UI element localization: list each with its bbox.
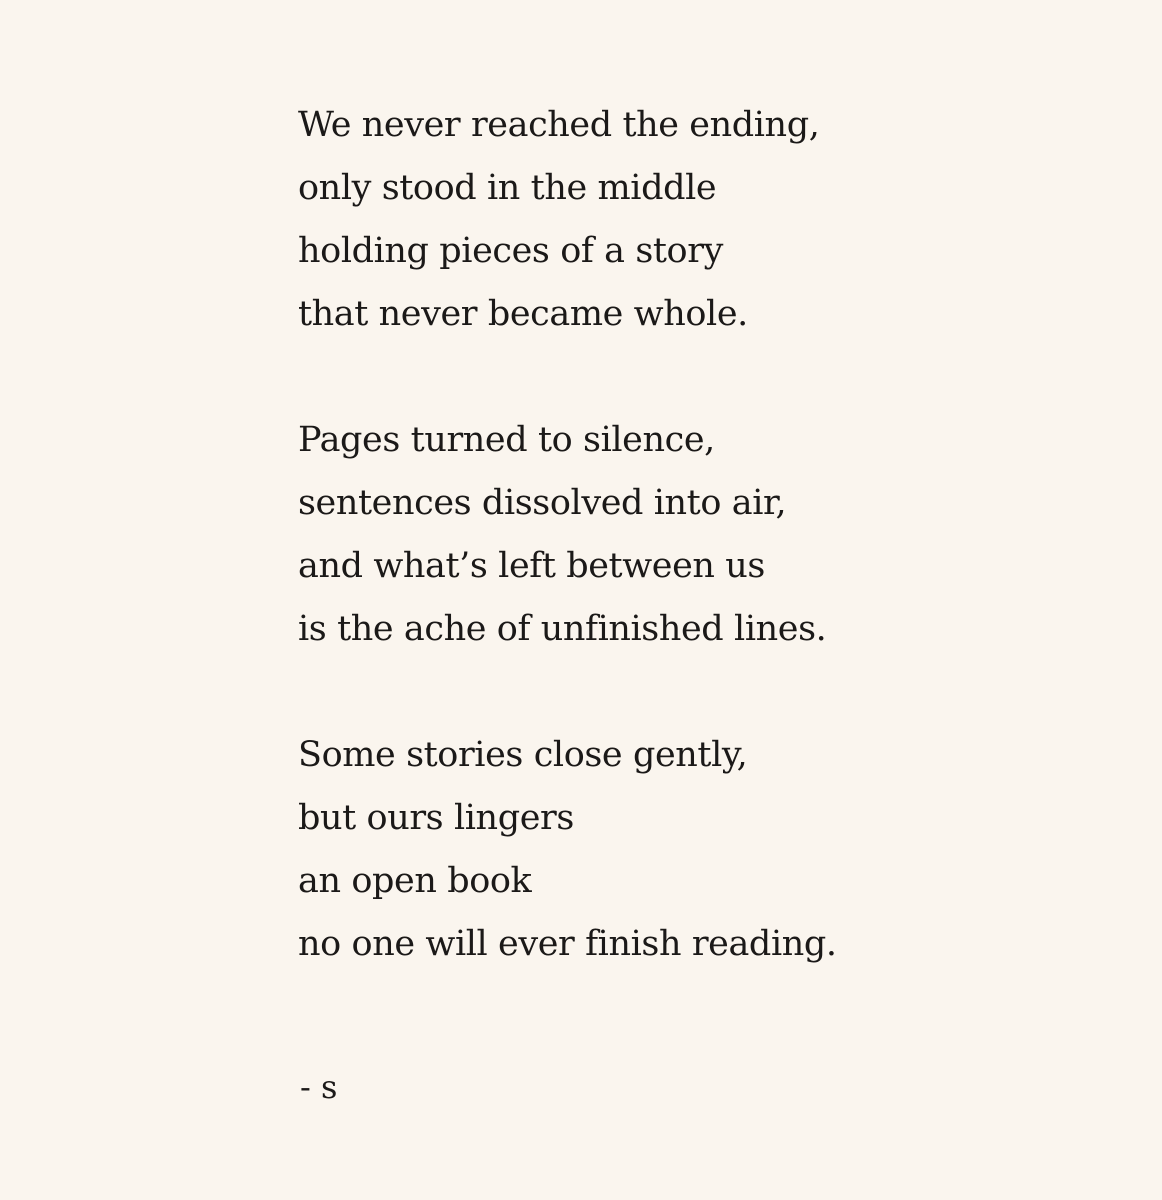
poem-line: is the ache of unfinished lines. [298, 609, 827, 649]
poem-line: holding pieces of a story [298, 231, 723, 271]
poem-line: no one will ever finish reading. [298, 924, 837, 964]
poem-line: We never reached the ending, [298, 105, 820, 145]
poem-line: sentences dissolved into air, [298, 483, 787, 523]
poem-body [298, 94, 1098, 976]
poem-line: but ours lingers [298, 798, 574, 838]
poem-line: Pages turned to silence, [298, 420, 715, 460]
stanza-3 [298, 724, 1098, 976]
poem-signature: - s [300, 1068, 338, 1106]
poem-line: Some stories close gently, [298, 735, 748, 775]
poem-line: and what’s left between us [298, 546, 765, 586]
poem-line: that never became whole. [298, 294, 748, 334]
poem-line: an open book [298, 861, 532, 901]
poem-line: only stood in the middle [298, 168, 717, 208]
stanza-1 [298, 94, 1098, 346]
stanza-2 [298, 409, 1098, 661]
